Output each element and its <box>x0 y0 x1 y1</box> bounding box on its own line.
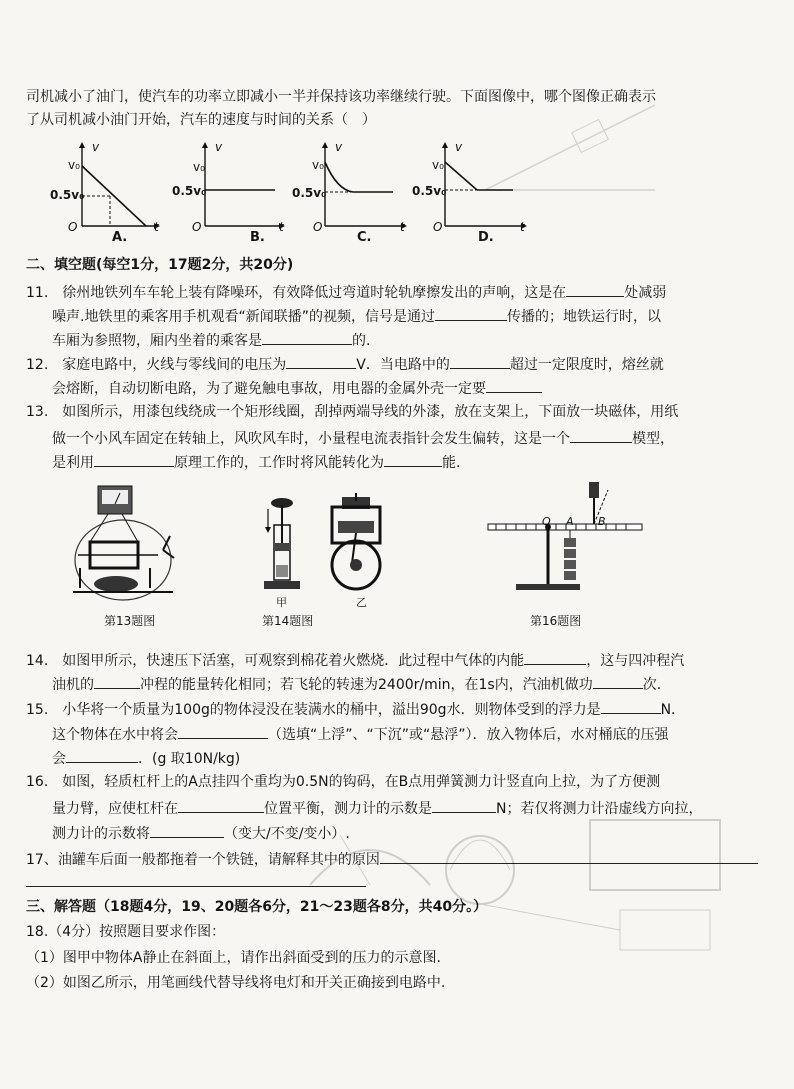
q11-text-2a: 噪声.地铁里的乘客用手机观看“新闻联播”的视频，信号是通过 <box>52 309 435 325</box>
q16-text-2b: 位置平衡，测力计的示数是 <box>264 801 432 817</box>
graph-c-option: C. <box>357 230 372 245</box>
q12-blank-2[interactable] <box>450 354 510 369</box>
q17-line-1 <box>26 849 758 869</box>
q18-part-2: （2）如图乙所示，用笔画线代替导线将电灯和开关正确接到电路中. <box>26 975 446 991</box>
q11-blank-1[interactable] <box>566 282 624 297</box>
q14-text-2b: 冲程的能量转化相同；若飞轮的转速为2400r/min，在1s内，汽油机做功 <box>140 677 593 693</box>
graph-a-v0-label: v₀ <box>68 158 80 172</box>
q13-blank-2[interactable] <box>94 452 174 467</box>
q11-text-3a: 车厢为参照物，厢内坐着的乘客是 <box>52 333 262 349</box>
graph-d-v-label: v <box>455 140 463 154</box>
graph-a-t-label: t <box>154 220 159 234</box>
q11-line-1 <box>26 282 666 302</box>
q15-text-2b: （选填“上浮”、“下沉”或“悬浮”）．放入物体后，水对桶底的压强 <box>268 727 669 743</box>
q16-blank-2[interactable] <box>432 798 496 813</box>
graph-d-t-label: t <box>520 220 525 234</box>
caption-14: 第14题图 <box>262 614 314 628</box>
graph-b-origin: O <box>192 220 202 234</box>
q14-line-2 <box>52 674 661 694</box>
figure-14-yi <box>326 493 386 597</box>
caption-16: 第16题图 <box>530 614 582 628</box>
q15-text-3b: ．(g 取10N/kg) <box>138 751 241 767</box>
graph-c-v0-label: v₀ <box>312 158 324 172</box>
figure-16 <box>486 478 646 607</box>
graph-d-option: D. <box>478 230 494 245</box>
q11-text-3b: 的. <box>352 333 371 349</box>
q11-line-2 <box>52 306 661 326</box>
q15-blank-1[interactable] <box>601 699 661 714</box>
caption-13: 第13题图 <box>104 614 156 628</box>
graph-c-half-label: 0.5v₀ <box>292 186 327 200</box>
q15-text-1a: 15. 小华将一个质量为100g的物体浸没在装满水的桶中，溢出90g水．则物体受到的浮力是 <box>26 702 601 718</box>
figure-14-jia <box>262 495 302 599</box>
q14-text-2c: 次. <box>642 677 662 693</box>
figure-13-svg <box>68 480 178 605</box>
q17-answer-line-1[interactable] <box>380 849 758 864</box>
q15-line-2 <box>52 724 669 744</box>
q16-text-3b: （变大/不变/变小）. <box>224 826 350 842</box>
q11-text-2b: 传播的；地铁运行时，以 <box>506 309 661 325</box>
q11-blank-2[interactable] <box>435 306 507 321</box>
figure-14-yi-svg <box>326 493 386 593</box>
q14-blank-2[interactable] <box>94 674 140 689</box>
q12-text-1c: 超过一定限度时，熔丝就 <box>509 357 664 373</box>
q16-line-1: 16. 如图，轻质杠杆上的A点挂四个重均为0.5N的钩码，在B点用弹簧测力计竖直向上拉，为了方便测 <box>26 774 661 790</box>
figure-14-label-jia: 甲 <box>276 596 287 609</box>
figure-16-label-b: B <box>598 515 606 528</box>
q11-line-3 <box>52 330 370 350</box>
intro-line-1: 司机减小了油门，使汽车的功率立即减小一半并保持该功率继续行驶。下面图像中，哪个图像正确表示 <box>26 89 656 105</box>
q15-blank-2[interactable] <box>178 724 268 739</box>
q16-line-3 <box>52 823 350 843</box>
graph-a-half-label: 0.5v₀ <box>50 188 85 202</box>
q16-text-2a: 量力臂，应使杠杆在 <box>52 801 178 817</box>
q15-blank-3[interactable] <box>66 748 138 763</box>
figure-16-label-o: O <box>542 515 551 528</box>
q13-line-3 <box>52 452 460 472</box>
q17-answer-line-2[interactable] <box>26 886 366 887</box>
q13-blank-3[interactable] <box>384 452 442 467</box>
figure-16-svg <box>486 478 646 603</box>
q14-blank-3[interactable] <box>593 674 643 689</box>
graph-c-t-label: t <box>400 220 405 234</box>
section2-heading: 二、填空题(每空1分，17题2分，共20分) <box>26 257 294 273</box>
q14-text-2a: 油机的 <box>52 677 94 693</box>
graph-b-half-label: 0.5v₀ <box>172 184 207 198</box>
q14-blank-1[interactable] <box>524 650 586 665</box>
section3-heading: 三、解答题（18题4分，19、20题各6分，21～23题各8分，共40分。） <box>26 899 488 915</box>
q12-text-1a: 12. 家庭电路中，火线与零线间的电压为 <box>26 357 287 373</box>
q16-text-2c: N；若仅将测力计沿虚线方向拉， <box>496 801 703 817</box>
intro-line-2: 了从司机减小油门开始，汽车的速度与时间的关系（ ） <box>26 112 376 128</box>
q13-text-3b: 原理工作的，工作时将风能转化为 <box>174 455 384 471</box>
graph-b-t-label: t <box>279 220 284 234</box>
graph-a-option: A. <box>112 230 128 245</box>
q12-blank-3[interactable] <box>486 378 542 393</box>
q18-title: 18.（4分）按照题目要求作图： <box>26 924 226 940</box>
q12-line-2 <box>52 378 542 398</box>
graph-d-v0-label: v₀ <box>432 158 444 172</box>
q14-line-1 <box>26 650 684 670</box>
q15-line-3 <box>52 748 240 768</box>
q13-text-3a: 是利用 <box>52 455 94 471</box>
q14-text-1a: 14. 如图甲所示，快速压下活塞，可观察到棉花着火燃烧．此过程中气体的内能 <box>26 653 525 669</box>
figure-16-label-a: A <box>566 515 574 528</box>
graph-b-v0-label: v₀ <box>193 160 205 174</box>
q13-text-3c: 能. <box>442 455 461 471</box>
q15-text-1b: N． <box>660 702 686 718</box>
q16-line-2 <box>52 798 702 818</box>
q12-text-1b: V．当电路中的 <box>356 357 450 373</box>
q12-blank-1[interactable] <box>286 354 356 369</box>
q16-blank-1[interactable] <box>178 798 264 813</box>
q12-line-1 <box>26 354 664 374</box>
q16-text-3a: 测力计的示数将 <box>52 826 150 842</box>
q13-text-2a: 做一个小风车固定在转轴上，风吹风车时，小量程电流表指针会发生偏转，这是一个 <box>52 431 570 447</box>
q15-text-2a: 这个物体在水中将会 <box>52 727 178 743</box>
q13-line-2 <box>52 428 674 448</box>
graph-a-origin: O <box>68 220 78 234</box>
q14-text-1b: ，这与四冲程汽 <box>586 653 685 669</box>
q13-line-1: 13. 如图所示，用漆包线绕成一个矩形线圈，刮掉两端导线的外漆，放在支架上，下面放一块磁体，用纸 <box>26 404 679 420</box>
q15-text-3a: 会 <box>52 751 66 767</box>
q15-line-1 <box>26 699 685 719</box>
graph-b-v-label: v <box>215 140 223 154</box>
figure-13 <box>68 480 178 609</box>
q12-text-2: 会熔断，自动切断电路，为了避免触电事故，用电器的金属外壳一定要 <box>52 381 486 397</box>
q17-text: 17、油罐车后面一般都拖着一个铁链，请解释其中的原因 <box>26 852 380 868</box>
figure-14-jia-svg <box>262 495 302 595</box>
q18-part-1: （1）图甲中物体A静止在斜面上，请作出斜面受到的压力的示意图. <box>26 950 441 966</box>
q13-blank-1[interactable] <box>570 428 632 443</box>
q11-text-1a: 11. 徐州地铁列车车轮上装有降噪环，有效降低过弯道时轮轨摩擦发出的声响，这是在 <box>26 285 567 301</box>
figure-14-label-yi: 乙 <box>356 596 367 609</box>
q11-text-1b: 处减弱 <box>624 285 667 301</box>
graph-d-half-label: 0.5v₀ <box>412 184 447 198</box>
graph-c-v-label: v <box>335 140 343 154</box>
graph-d-origin: O <box>433 220 443 234</box>
graph-a-v-label: v <box>92 140 100 154</box>
graph-c-origin: O <box>313 220 323 234</box>
q11-blank-3[interactable] <box>262 330 352 345</box>
q16-blank-3[interactable] <box>150 823 224 838</box>
graph-b-option: B. <box>250 230 265 245</box>
q13-text-2b: 模型， <box>632 431 674 447</box>
